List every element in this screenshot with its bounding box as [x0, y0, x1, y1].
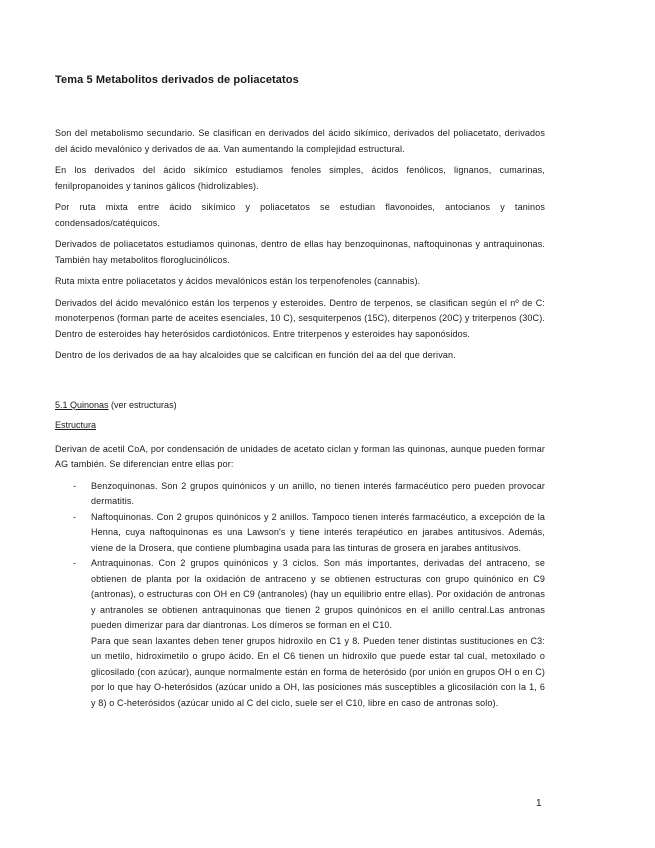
paragraph: Por ruta mixta entre ácido sikímico y poliacetatos se estudian flavonoides, antocianos y taninos condensados/catéquicos. — [55, 202, 545, 228]
list-item-benzoquinonas — [55, 479, 545, 510]
bullet-dash: - — [73, 480, 77, 491]
section-heading-title: 5.1 Quinonas — [55, 399, 109, 410]
list-item-text: Benzoquinonas. Son 2 grupos quinónicos y un anillo, no tienen interés farmacéutico pero pueden provocar dermatitis. — [91, 480, 545, 506]
list-item-antraquinonas — [55, 556, 545, 711]
bullet-dash: - — [73, 558, 77, 568]
paragraph: Derivados de poliacetatos estudiamos quinonas, dentro de ellas hay benzoquinonas, naftoquinonas y antraquinonas. También hay metabolitos floroglucinólicos. — [55, 239, 545, 265]
subsection-heading: Estructura — [55, 419, 97, 430]
section-heading-note: (ver estructuras) — [108, 399, 177, 410]
paragraph: Dentro de los derivados de aa hay alcaloides que se calcifican en función del aa del que derivan. — [55, 350, 456, 360]
list-item-naftoquinonas — [55, 510, 545, 557]
page-number: 1 — [536, 798, 542, 809]
document-title: Tema 5 Metabolitos derivados de poliacetatos — [55, 74, 299, 86]
list-item-text: Antraquinonas. Con 2 grupos quinónicos y 3 ciclos. Son más importantes, derivadas del antraceno, se obtienen de planta por la oxidación de antraceno y se obtienen estructuras con grupo quinónico en C9 (antronas), o estructuras con OH en C9 (antranoles) (hay un equilibrio entre ellas). Por oxidación de antronas y antranoles se obtienen antraquinonas que tienen 2 grupos quinónicos en el anillo central.Las antronas pueden dimerizar para dar diantronas. Los dímeros se forman en el C10. — [91, 558, 545, 630]
list-item-text: Naftoquinonas. Con 2 grupos quinónicos y 2 anillos. Tampoco tienen interés farmacéutico, a excepción de la Henna, cuya naftoquinonas es una Lawson's y tiene interés terapéutico en jarabes antitusivos. Además, viene de la Drosera, que contiene plumbagina usada para las tinturas de grosera en jarabes antitusivos. — [91, 511, 545, 553]
paragraph: Son del metabolismo secundario. Se clasifican en derivados del ácido sikímico, derivados del poliacetato, derivados del ácido mevalónico y derivados de aa. Van aumentando la complejidad estructural. — [55, 128, 545, 154]
paragraph: En los derivados del ácido sikímico estudiamos fenoles simples, ácidos fenólicos, lignanos, cumarinas, fenilpropanoides y taninos gálicos (hidrolizables). — [55, 165, 545, 191]
paragraph: Derivados del ácido mevalónico están los terpenos y esteroides. Dentro de terpenos, se clasifican según el nº de C: monoterpenos (forman parte de aceites esenciales, 10 C), sesquiterpenos (15C), diterpenos (20C) y triterpenos (30C). Dentro de esteroides hay heterósidos cardiotónicos. Entre triterpenos y esteroides hay saponósidos. — [55, 297, 545, 339]
bullet-dash: - — [73, 511, 77, 522]
page-content — [55, 72, 545, 711]
quinone-types-list — [55, 479, 545, 712]
section-heading — [55, 398, 545, 412]
list-item-text-continued: Para que sean laxantes deben tener grupos hidroxilo en C1 y 8. Pueden tener distintas sustituciones en C3: un metilo, hidroximetilo o grupo ácido. En el C6 tienen un hidroxilo que puede estar tal cual, metoxilado o glicosilado (con azúcar), aunque normalmente están en forma de heterósido (por unión en grupos OH o en C) por lo que hay O-heterósidos (azúcar unido a OH, las posiciones más susceptibles a glicosilación con la 1, 6 y 8) o C-heterósidos (azúcar unido al C del ciclo, suele ser el C10, libre en caso de antronas solo). — [91, 635, 545, 708]
section-intro: Derivan de acetil CoA, por condensación de unidades de acetato ciclan y forman las quinonas, aunque pueden formar AG también. Se diferencian entre ellas por: — [55, 443, 545, 469]
paragraph: Ruta mixta entre poliacetatos y ácidos mevalónicos están los terpenofenoles (cannabis). — [55, 276, 421, 286]
